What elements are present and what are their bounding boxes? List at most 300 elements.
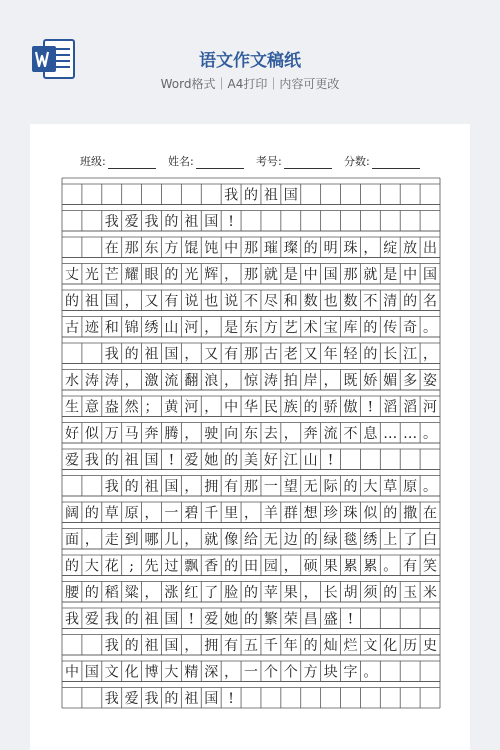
grid-char: 果 <box>283 584 298 601</box>
grid-char: 似 <box>363 505 378 522</box>
grid-char: 绽 <box>383 240 398 257</box>
grid-row-10 <box>62 417 440 444</box>
grid-char: 骄 <box>323 399 338 416</box>
grid-char: 米 <box>423 584 438 601</box>
grid-char: ， <box>224 372 239 389</box>
grid-char: 东 <box>244 425 258 442</box>
grid-char: 族 <box>283 399 298 416</box>
grid-char: 国 <box>164 611 179 628</box>
grid-char: 深 <box>204 664 219 681</box>
grid-char: 眼 <box>144 266 159 283</box>
grid-char: 那 <box>124 240 139 257</box>
grid-char: 国 <box>204 690 219 707</box>
grid-char: 奔 <box>303 425 318 442</box>
grid-char: 艺 <box>283 319 298 336</box>
grid-char: 方 <box>303 664 318 681</box>
grid-char: 毯 <box>343 531 358 548</box>
grid-char: 我 <box>144 690 159 707</box>
grid-char: 祖 <box>184 690 199 707</box>
grid-char: 花 <box>104 558 119 575</box>
grid-char: 的 <box>164 266 179 283</box>
grid-char: 田 <box>244 558 258 575</box>
grid-char: 撒 <box>403 505 418 522</box>
grid-char: 里 <box>224 505 239 522</box>
grid-char: 东 <box>144 240 159 257</box>
grid-char: 岸 <box>303 372 318 389</box>
grid-row-14 <box>62 523 440 550</box>
grid-char: ， <box>184 637 199 654</box>
grid-char: 意 <box>84 399 99 416</box>
grid-char: 中 <box>64 664 79 681</box>
grid-char: 拍 <box>283 372 298 389</box>
grid-char: 传 <box>383 319 398 336</box>
grid-char: 饨 <box>204 240 219 257</box>
grid-char: 年 <box>283 637 298 654</box>
grid-char: 的 <box>124 611 139 628</box>
grid-row-8 <box>62 364 440 391</box>
grid-char: ， <box>184 531 199 548</box>
grid-char: 既 <box>343 372 358 389</box>
grid-char: 繁 <box>263 611 278 628</box>
grid-char: 不 <box>343 425 358 442</box>
grid-char: 的 <box>303 531 318 548</box>
grid-char: 上 <box>383 531 398 548</box>
grid-char: 的 <box>244 611 258 628</box>
grid-char: 不 <box>363 293 378 310</box>
grid-char: 昌 <box>303 611 318 628</box>
grid-char: 盎 <box>104 399 119 416</box>
grid-char: ， <box>84 531 99 548</box>
grid-char: 绣 <box>363 531 378 548</box>
grid-char: 笑 <box>423 558 438 575</box>
grid-char: 玉 <box>403 584 418 601</box>
grid-char: 一 <box>164 505 179 522</box>
grid-char: 华 <box>244 399 258 416</box>
grid-char: 清 <box>383 293 398 310</box>
grid-char: 在 <box>104 240 119 257</box>
grid-char: 我 <box>144 213 159 230</box>
grid-char: 又 <box>303 346 318 363</box>
grid-char: 国 <box>164 478 179 495</box>
grid-char: 。 <box>363 664 378 681</box>
grid-char: 精 <box>184 664 199 681</box>
grid-char: ， <box>423 346 438 363</box>
grid-char: 生 <box>64 399 79 416</box>
grid-char: 我 <box>84 452 99 469</box>
grid-row-17 <box>62 602 440 629</box>
grid-char: 的 <box>124 346 139 363</box>
grid-char: 和 <box>283 293 298 310</box>
grid-char: 的 <box>244 584 258 601</box>
grid-char: 不 <box>244 293 258 310</box>
grid-char: 的 <box>84 584 99 601</box>
grid-char: 腾 <box>164 425 179 442</box>
grid-char: 草 <box>104 505 119 522</box>
page-subtitle: Word格式｜A4打印｜内容可更改 <box>160 77 340 91</box>
grid-char: 国 <box>164 346 179 363</box>
grid-char: 滔 <box>403 399 418 416</box>
grid-char: 的 <box>84 505 99 522</box>
id-label: 考号: <box>256 155 282 168</box>
grid-char: 祖 <box>144 346 159 363</box>
grid-char: 际 <box>323 478 338 495</box>
grid-char: 绣 <box>144 319 159 336</box>
grid-char: ， <box>124 293 139 310</box>
grid-char: 祖 <box>144 611 159 628</box>
grid-char: 那 <box>244 240 258 257</box>
grid-char: 滔 <box>383 399 398 416</box>
grid-char: 苹 <box>263 584 278 601</box>
grid-char: 到 <box>124 531 139 548</box>
grid-char: 江 <box>283 452 298 469</box>
grid-char: ， <box>283 425 298 442</box>
grid-char: 祖 <box>144 478 159 495</box>
grid-char: 须 <box>363 584 378 601</box>
grid-char: 宝 <box>323 319 338 336</box>
grid-row-2 <box>62 205 440 232</box>
grid-char: 红 <box>184 584 199 601</box>
grid-char: 库 <box>343 319 358 336</box>
grid-char: 大 <box>164 664 179 681</box>
grid-char: 绿 <box>323 531 338 548</box>
grid-char: 黄 <box>164 399 179 416</box>
grid-char: 个 <box>263 664 278 681</box>
grid-char: 然 <box>124 399 139 416</box>
grid-char: 我 <box>104 213 119 230</box>
grid-row-5 <box>62 284 440 311</box>
grid-char: 驶 <box>204 425 219 442</box>
grid-char: 说 <box>224 293 239 310</box>
grid-char: 耀 <box>124 266 139 283</box>
grid-char: 粱 <box>124 584 139 601</box>
grid-char: … <box>403 425 418 442</box>
grid-char: 流 <box>323 425 338 442</box>
grid-char: 涛 <box>104 372 119 389</box>
grid-char: 文 <box>104 664 119 681</box>
grid-char: 国 <box>164 637 179 654</box>
grid-char: 河 <box>423 399 438 416</box>
grid-char: 傲 <box>343 399 358 416</box>
grid-char: 。 <box>423 425 438 442</box>
grid-char: 媚 <box>383 372 398 389</box>
grid-char: 古 <box>263 346 278 363</box>
grid-char: 我 <box>104 611 119 628</box>
grid-char: ， <box>184 346 199 363</box>
grid-char: 也 <box>204 293 219 310</box>
score-label: 分数: <box>344 155 370 168</box>
grid-char: 的 <box>224 558 239 575</box>
grid-row-3 <box>62 231 440 258</box>
grid-char: ! <box>168 452 175 469</box>
grid-char: 给 <box>244 531 258 548</box>
grid-row-12 <box>62 470 440 497</box>
grid-char: 惊 <box>244 372 258 389</box>
grid-char: 中 <box>403 266 418 283</box>
grid-char: 珠 <box>343 240 358 257</box>
grid-row-15 <box>62 549 440 576</box>
grid-char: 祖 <box>263 187 278 204</box>
grid-char: 羊 <box>263 505 278 522</box>
grid-char: 有 <box>164 293 179 310</box>
grid-char: 长 <box>383 346 398 363</box>
grid-char: ， <box>224 266 239 283</box>
grid-char: 。 <box>423 478 438 495</box>
grid-char: 的 <box>124 478 139 495</box>
grid-char: 草 <box>383 478 398 495</box>
grid-char: 爱 <box>124 690 139 707</box>
grid-char: 有 <box>224 346 239 363</box>
grid-char: 祖 <box>184 213 199 230</box>
grid-char: 硕 <box>303 558 318 575</box>
grid-row-19 <box>62 655 440 682</box>
grid-char: 国 <box>204 213 219 230</box>
grid-char: 的 <box>363 346 378 363</box>
grid-char: 涛 <box>84 372 99 389</box>
grid-row-4 <box>62 258 440 285</box>
grid-char: 先 <box>144 558 159 575</box>
grid-char: 爱 <box>84 611 99 628</box>
grid-char: 的 <box>244 187 258 204</box>
grid-char: 珠 <box>343 505 358 522</box>
grid-char: 名 <box>423 293 438 310</box>
grid-char: 古 <box>64 319 79 336</box>
grid-char: 迹 <box>84 319 99 336</box>
grid-char: 盛 <box>323 611 338 628</box>
grid-row-13 <box>62 496 440 523</box>
grid-char: 国 <box>423 266 438 283</box>
grid-char: 方 <box>164 240 179 257</box>
class-label: 班级: <box>80 155 106 168</box>
grid-char: 的 <box>383 505 398 522</box>
grid-char: 浪 <box>204 372 219 389</box>
grid-row-11 <box>62 443 440 470</box>
grid-char: 数 <box>343 293 358 310</box>
grid-char: 儿 <box>164 531 179 548</box>
grid-char: ; <box>129 558 134 575</box>
grid-char: 辉 <box>204 266 219 283</box>
grid-char: 有 <box>403 558 418 575</box>
grid-char: 的 <box>403 293 418 310</box>
grid-char: … <box>383 425 398 442</box>
grid-char: 翻 <box>184 372 199 389</box>
grid-char: 。 <box>423 319 438 336</box>
grid-char: 和 <box>104 319 119 336</box>
grid-char: 方 <box>263 319 278 336</box>
grid-char: 爱 <box>204 611 219 628</box>
grid-char: 河 <box>184 319 199 336</box>
grid-char: 山 <box>303 452 318 469</box>
grid-char: 祖 <box>124 452 139 469</box>
grid-char: 国 <box>104 293 119 310</box>
grid-char: 腰 <box>64 584 79 601</box>
grid-char: 我 <box>104 637 119 654</box>
grid-char: 奇 <box>403 319 418 336</box>
grid-char: ， <box>224 664 239 681</box>
grid-char: 爱 <box>184 452 199 469</box>
name-label: 姓名: <box>168 155 194 168</box>
grid-char: 园 <box>263 558 278 575</box>
grid-char: 江 <box>403 346 418 363</box>
grid-char: 出 <box>423 240 438 257</box>
grid-char: ； <box>144 399 159 416</box>
grid-char: 我 <box>104 346 119 363</box>
grid-char: 就 <box>363 266 378 283</box>
grid-char: 又 <box>204 346 219 363</box>
grid-char: ! <box>367 399 374 416</box>
grid-char: 就 <box>204 531 219 548</box>
grid-char: 想 <box>303 505 318 522</box>
grid-char: 美 <box>244 452 258 469</box>
grid-char: 我 <box>64 611 79 628</box>
grid-char: 祖 <box>144 637 159 654</box>
grid-char: 历 <box>403 637 418 654</box>
grid-char: 了 <box>204 584 219 601</box>
grid-char: ! <box>228 213 234 230</box>
grid-char: 去 <box>263 425 278 442</box>
grid-char: 千 <box>204 505 219 522</box>
grid-char: 无 <box>263 531 278 548</box>
grid-char: 的 <box>64 558 79 575</box>
grid-row-6 <box>62 311 440 338</box>
grid-char: 多 <box>403 372 418 389</box>
grid-char: 史 <box>423 637 438 654</box>
grid-char: 胡 <box>343 584 358 601</box>
grid-char: 爱 <box>64 452 79 469</box>
grid-char: 万 <box>104 425 119 442</box>
grid-char: 术 <box>303 319 318 336</box>
grid-char: ! <box>188 611 195 628</box>
grid-char: 娇 <box>363 372 378 389</box>
grid-char: 有 <box>224 478 239 495</box>
grid-char: 的 <box>383 584 398 601</box>
grid-char: 中 <box>224 240 239 257</box>
grid-char: 年 <box>323 346 338 363</box>
grid-char: 是 <box>283 266 298 283</box>
grid-char: 中 <box>303 266 318 283</box>
grid-char: 山 <box>164 319 179 336</box>
grid-char: ， <box>204 319 219 336</box>
grid-char: 尽 <box>263 293 278 310</box>
grid-char: 字 <box>343 664 358 681</box>
grid-char: 东 <box>244 319 258 336</box>
grid-char: 的 <box>224 452 239 469</box>
grid-row-7 <box>62 337 440 364</box>
grid-row-9 <box>62 390 440 417</box>
grid-char: 拥 <box>204 637 219 654</box>
grid-char: 原 <box>124 505 139 522</box>
grid-char: 有 <box>224 637 239 654</box>
grid-char: 芒 <box>104 266 119 283</box>
grid-char: 水 <box>64 372 79 389</box>
grid-char: 阔 <box>64 505 79 522</box>
grid-char: ， <box>144 505 159 522</box>
grid-char: 流 <box>164 372 179 389</box>
grid-char: 个 <box>283 664 298 681</box>
grid-char: 姿 <box>423 372 438 389</box>
grid-char: 的 <box>104 452 119 469</box>
grid-char: 也 <box>323 293 338 310</box>
grid-char: 马 <box>124 425 139 442</box>
grid-char: 我 <box>104 690 119 707</box>
grid-char: 国 <box>144 452 159 469</box>
grid-char: 是 <box>224 319 239 336</box>
grid-char: 稻 <box>104 584 119 601</box>
grid-char: ， <box>204 399 219 416</box>
grid-char: 民 <box>263 399 278 416</box>
grid-char: ， <box>244 505 258 522</box>
grid-char: 就 <box>263 266 278 283</box>
grid-char: 化 <box>383 637 398 654</box>
grid-char: 累 <box>363 558 378 575</box>
grid-char: 大 <box>363 478 378 495</box>
grid-char: ， <box>124 372 139 389</box>
grid-char: 哪 <box>144 531 159 548</box>
grid-char: ， <box>303 584 318 601</box>
grid-char: ， <box>184 478 199 495</box>
grid-char: 似 <box>84 425 99 442</box>
grid-char: 放 <box>403 240 418 257</box>
grid-char: 国 <box>84 664 99 681</box>
grid-char: 璨 <box>283 240 298 257</box>
grid-char: 望 <box>283 478 298 495</box>
grid-char: 脸 <box>224 584 239 601</box>
grid-char: 博 <box>144 664 159 681</box>
grid-char: 光 <box>84 266 99 283</box>
grid-char: 爱 <box>124 213 139 230</box>
grid-char: 的 <box>363 319 378 336</box>
grid-char: 那 <box>244 478 258 495</box>
grid-char: ， <box>323 372 338 389</box>
grid-char: 群 <box>283 505 298 522</box>
grid-char: ! <box>327 452 334 469</box>
grid-char: 明 <box>323 240 338 257</box>
grid-char: 灿 <box>323 637 338 654</box>
grid-char: 果 <box>323 558 338 575</box>
grid-char: 国 <box>323 266 338 283</box>
grid-char: 光 <box>184 266 199 283</box>
grid-char: 在 <box>423 505 438 522</box>
grid-char: 。 <box>383 558 398 575</box>
grid-char: 激 <box>144 372 159 389</box>
grid-char: ， <box>363 240 378 257</box>
grid-char: 数 <box>303 293 318 310</box>
grid-char: 那 <box>244 266 258 283</box>
grid-char: 的 <box>303 637 318 654</box>
grid-char: 璀 <box>263 240 278 257</box>
grid-char: 的 <box>164 213 179 230</box>
page-title: 语文作文稿纸 <box>199 51 301 71</box>
grid-char: 荣 <box>283 611 298 628</box>
grid-char: 香 <box>204 558 219 575</box>
grid-char: 祖 <box>84 293 99 310</box>
grid-char: 中 <box>224 399 239 416</box>
grid-char: 累 <box>343 558 358 575</box>
grid-char: ， <box>144 584 159 601</box>
grid-char: 化 <box>124 664 139 681</box>
grid-char: 的 <box>343 478 358 495</box>
grid-row-16 <box>62 576 440 603</box>
grid-char: 是 <box>383 266 398 283</box>
grid-char: 碧 <box>184 505 199 522</box>
grid-char: 好 <box>263 452 278 469</box>
grid-char: 的 <box>164 690 179 707</box>
grid-char: 那 <box>343 266 358 283</box>
grid-char: 了 <box>403 531 418 548</box>
grid-char: 涨 <box>164 584 179 601</box>
grid-row-20 <box>62 682 440 709</box>
grid-char: 的 <box>64 293 79 310</box>
grid-char: 五 <box>244 637 258 654</box>
